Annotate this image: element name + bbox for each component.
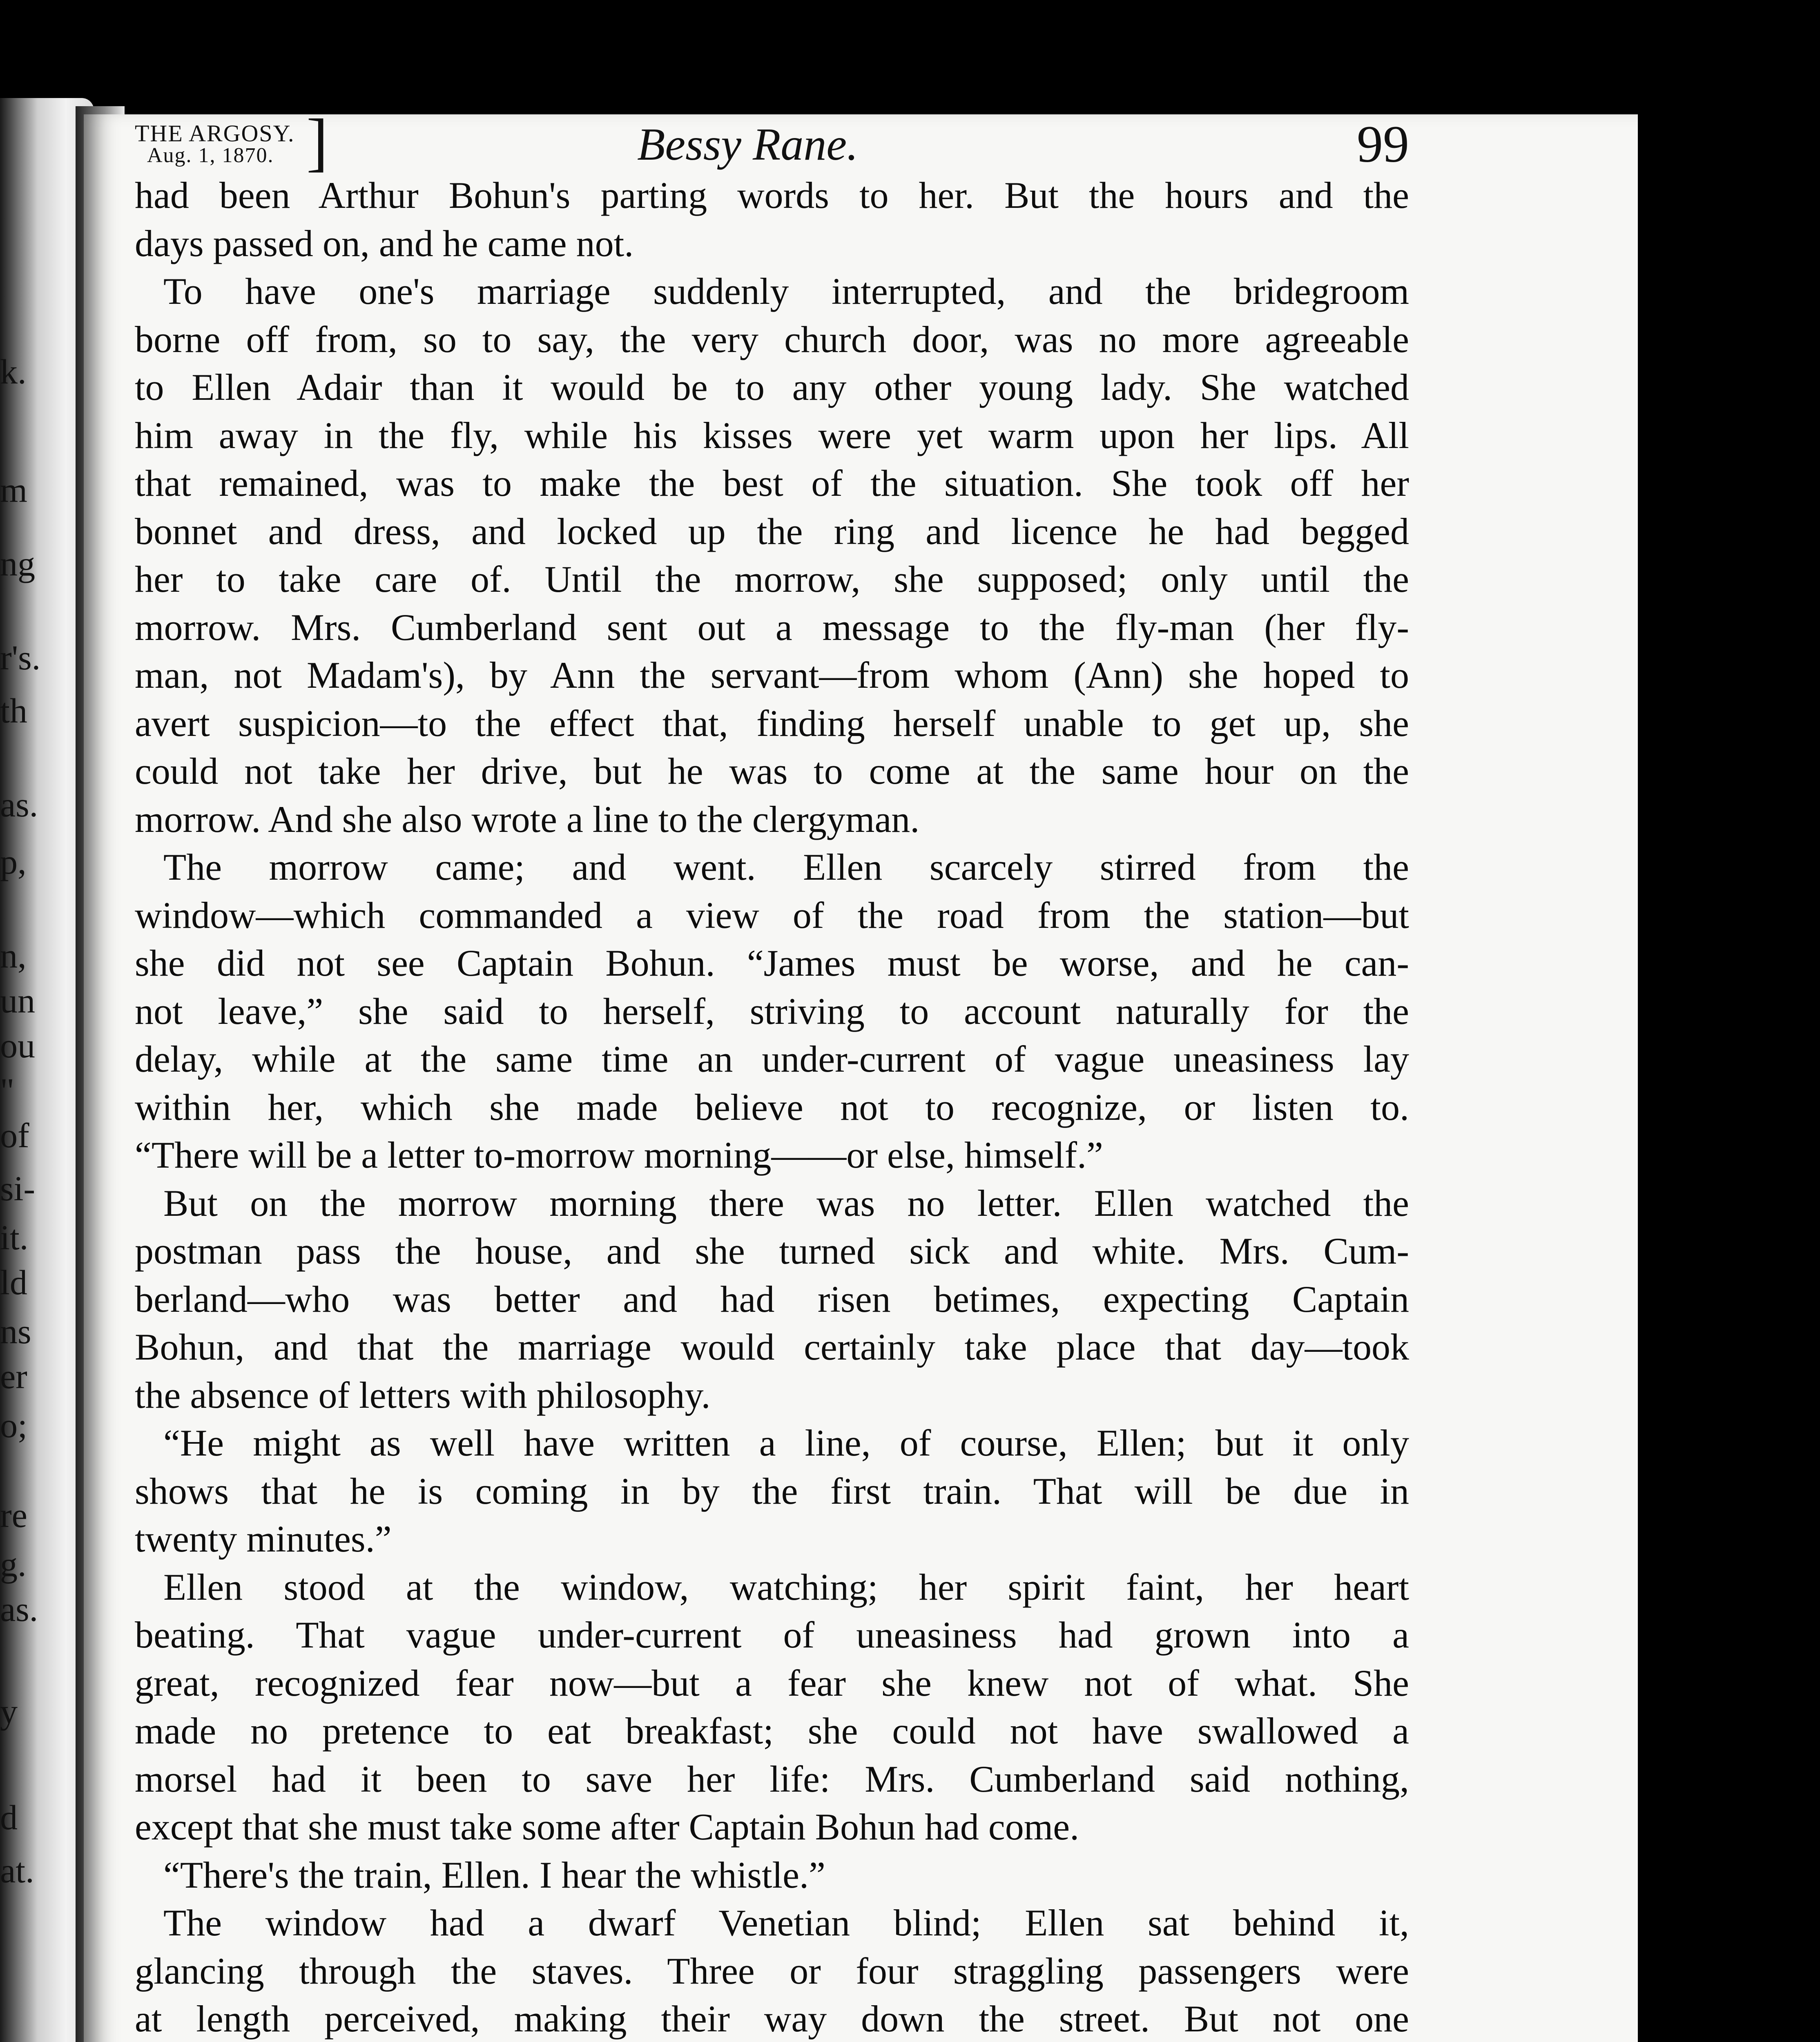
running-head-title: THE ARGOSY.	[135, 120, 295, 147]
text-line: avert suspicion—to the effect that, finding herself unable to get up, she	[135, 702, 1409, 744]
facing-page-fragment: er	[0, 1357, 27, 1396]
facing-page-fragment: it.	[0, 1218, 29, 1257]
text-line: bonnet and dress, and locked up the ring and licence he had begged	[135, 510, 1409, 552]
page-header	[135, 94, 1409, 184]
facing-page-fragment: ld	[0, 1263, 27, 1302]
facing-page-fragment: at.	[0, 1851, 34, 1890]
facing-page-fragment: g.	[0, 1545, 27, 1584]
facing-page-fragment: "	[0, 1071, 15, 1110]
text-line: man, not Madam's), by Ann the servant—from whom (Ann) she hoped to	[135, 654, 1409, 696]
text-line: morsel had it been to save her life: Mrs. Cumberland said nothing,	[135, 1758, 1409, 1800]
paragraph	[135, 1899, 1409, 2042]
text-line: days passed on, and he came not.	[135, 222, 634, 264]
facing-page-fragment: d	[0, 1798, 18, 1837]
text-line: she did not see Captain Bohun. “James must be worse, and he can-	[135, 942, 1409, 984]
running-head	[135, 120, 295, 167]
text-line: window—which commanded a view of the road from the station—but	[135, 894, 1409, 936]
facing-page-fragment: re	[0, 1496, 27, 1535]
text-line: made no pretence to eat breakfast; she could not have swallowed a	[135, 1710, 1409, 1752]
text-line: The morrow came; and went. Ellen scarcely stirred from the	[163, 846, 1409, 888]
body-text	[135, 172, 1409, 2042]
text-line: great, recognized fear now—but a fear she knew not of what. She	[135, 1662, 1409, 1704]
facing-page-fragment: as.	[0, 785, 38, 824]
text-line: beating. That vague under-current of uneasiness had grown into a	[135, 1614, 1409, 1656]
text-line: except that she must take some after Captain Bohun had come.	[135, 1806, 1080, 1848]
paragraph	[135, 268, 1409, 843]
text-line: “There's the train, Ellen. I hear the whistle.”	[163, 1854, 825, 1896]
facing-page-fragment: un	[0, 981, 35, 1020]
facing-page-fragment: n,	[0, 936, 27, 975]
text-line: to Ellen Adair than it would be to any other young lady. She watched	[135, 366, 1409, 408]
facing-page-fragment: th	[0, 691, 27, 730]
text-line: “There will be a letter to-morrow morning——or else, himself.”	[135, 1134, 1103, 1176]
text-line: borne off from, so to say, the very church door, was no more agreeable	[135, 318, 1409, 360]
paragraph	[135, 1563, 1409, 1851]
text-line: To have one's marriage suddenly interrupted, and the bridegroom	[163, 270, 1409, 312]
text-line: postman pass the house, and she turned sick and white. Mrs. Cum-	[135, 1230, 1409, 1272]
text-line: The window had a dwarf Venetian blind; Ellen sat behind it,	[163, 1902, 1409, 1944]
text-line: shows that he is coming in by the first train. That will be due in	[135, 1470, 1409, 1512]
running-head-bracket: ]	[306, 105, 328, 178]
text-line: him away in the fly, while his kisses were yet warm upon her lips. All	[135, 414, 1409, 456]
text-line: the absence of letters with philosophy.	[135, 1374, 711, 1416]
text-line: that remained, was to make the best of the situation. She took off her	[135, 462, 1409, 504]
text-line: not leave,” she said to herself, striving to account naturally for the	[135, 990, 1409, 1032]
facing-page-fragment: ns	[0, 1312, 31, 1351]
paragraph	[135, 1419, 1409, 1563]
text-line: morrow. Mrs. Cumberland sent out a message to the fly-man (her fly-	[135, 606, 1409, 648]
text-line: Bohun, and that the marriage would certainly take place that day—took	[135, 1326, 1409, 1368]
text-line: within her, which she made believe not to recognize, or listen to.	[135, 1086, 1409, 1128]
paragraph	[135, 1851, 1409, 1899]
text-line: Ellen stood at the window, watching; her spirit faint, her heart	[163, 1566, 1409, 1608]
facing-page-fragment: ng	[0, 544, 35, 583]
text-line: at length perceived, making their way down the street. But not one	[135, 1998, 1409, 2040]
facing-page-fragment: k.	[0, 352, 27, 391]
text-line: had been Arthur Bohun's parting words to her. But the hours and the	[135, 174, 1409, 216]
paragraph	[135, 172, 1409, 268]
text-line: could not take her drive, but he was to come at the same hour on the	[135, 750, 1409, 792]
facing-page-fragment: p,	[0, 842, 27, 881]
text-line: twenty minutes.”	[135, 1518, 392, 1560]
facing-page-fragment: m	[0, 470, 27, 510]
text-line: glancing through the staves. Three or four straggling passengers were	[135, 1950, 1409, 1992]
text-line: her to take care of. Until the morrow, she supposed; only until the	[135, 558, 1409, 600]
facing-page-fragment: as.	[0, 1589, 38, 1629]
page-title: Bessy Rane.	[637, 119, 859, 170]
running-head-date: Aug. 1, 1870.	[147, 144, 274, 167]
text-line: morrow. And she also wrote a line to the clergyman.	[135, 798, 920, 840]
text-line: But on the morrow morning there was no letter. Ellen watched the	[163, 1182, 1409, 1224]
paragraph	[135, 1179, 1409, 1420]
facing-page-fragment: si-	[0, 1169, 35, 1208]
facing-page-fragment: ou	[0, 1026, 35, 1065]
text-line: berland—who was better and had risen betimes, expecting Captain	[135, 1278, 1409, 1320]
text-line: “He might as well have written a line, of course, Ellen; but it only	[163, 1422, 1409, 1464]
page-number: 99	[1357, 115, 1409, 173]
text-line: delay, while at the same time an under-current of vague uneasiness lay	[135, 1038, 1409, 1080]
facing-page-fragment: o;	[0, 1406, 27, 1445]
facing-page-fragment: y	[0, 1692, 18, 1731]
paragraph	[135, 843, 1409, 1179]
facing-page-fragment: r's.	[0, 638, 41, 677]
facing-page-fragment: of	[0, 1116, 29, 1155]
